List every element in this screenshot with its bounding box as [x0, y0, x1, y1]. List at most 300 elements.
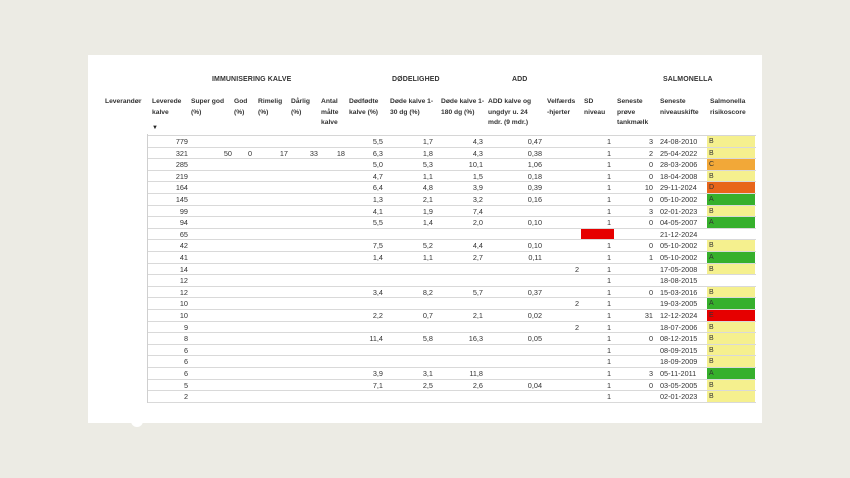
- cell-dode-1-30: [383, 229, 433, 240]
- cell-seneste-prove: [611, 345, 653, 356]
- cell-seneste-niveauskifte: 02-01-2023: [660, 206, 698, 216]
- cell-god: [232, 217, 252, 228]
- cell-darlig: [288, 252, 318, 263]
- salmonella-score-badge: [707, 229, 755, 240]
- cell-dode-1-180: 2,7: [472, 253, 483, 262]
- cell-leverede-kalve: 94: [179, 218, 188, 228]
- cell-dodfodte: 6,3: [372, 148, 383, 158]
- cell-leverede-kalve: 6: [183, 357, 188, 367]
- cell-darlig: [288, 229, 318, 240]
- cell-dodfodte: [345, 229, 383, 240]
- salmonella-score-badge: C: [707, 159, 755, 170]
- col-header-dode-1-180[interactable]: Døde kalve 1-180 dg (%): [441, 98, 485, 116]
- table-row[interactable]: [147, 182, 756, 194]
- cell-add-kalve: 1,06: [527, 160, 542, 170]
- cell-super-god: [188, 391, 232, 402]
- salmonella-score-badge: B: [707, 240, 755, 251]
- cell-seneste-niveauskifte: 18-08-2015: [660, 276, 698, 286]
- cell-god: [232, 159, 252, 170]
- cell-dodfodte: [345, 345, 383, 356]
- cell-antal-malte: [318, 275, 345, 286]
- sd-niveau-red-flag: [581, 229, 614, 240]
- col-header-rimelig[interactable]: Rimelig (%): [258, 98, 283, 116]
- cell-darlig: 33: [309, 148, 318, 158]
- cell-sd-niveau: 1: [606, 380, 611, 390]
- cell-god: [232, 380, 252, 391]
- cell-velfaerd: [542, 380, 579, 391]
- cell-darlig: [288, 159, 318, 170]
- cell-leverede-kalve: 12: [179, 276, 188, 286]
- col-header-sd-niveau[interactable]: SD niveau: [584, 98, 606, 116]
- table-row[interactable]: [147, 391, 756, 403]
- cell-seneste-prove: 0: [648, 241, 653, 251]
- cell-god: [232, 287, 252, 298]
- cell-dode-1-180: [433, 322, 483, 333]
- cell-rimelig: [252, 206, 288, 217]
- cell-rimelig: [252, 391, 288, 402]
- cell-darlig: [288, 287, 318, 298]
- cell-dodfodte: [345, 298, 383, 309]
- cell-dodfodte: 4,7: [372, 171, 383, 181]
- cell-god: 0: [247, 148, 252, 158]
- cell-velfaerd: [542, 159, 579, 170]
- cell-antal-malte: [318, 298, 345, 309]
- cell-sd-niveau: 1: [606, 322, 611, 332]
- cell-antal-malte: [318, 380, 345, 391]
- salmonella-score-badge: E: [707, 310, 755, 321]
- col-header-add-kalve[interactable]: ADD kalve og ungdyr u. 24 mdr. (9 mdr.): [488, 98, 532, 126]
- cell-rimelig: [252, 264, 288, 275]
- cell-super-god: 50: [223, 148, 232, 158]
- cell-antal-malte: [318, 240, 345, 251]
- salmonella-score-badge: B: [707, 356, 755, 367]
- cell-velfaerd: [542, 206, 579, 217]
- table-row[interactable]: [147, 206, 756, 218]
- salmonella-score-badge: B: [707, 345, 755, 356]
- col-header-dodfodte[interactable]: Dødfødte kalve (%): [349, 98, 379, 116]
- cell-seneste-prove: [611, 356, 653, 367]
- cell-rimelig: [252, 240, 288, 251]
- table-row[interactable]: [147, 275, 756, 287]
- cell-super-god: [188, 171, 232, 182]
- salmonella-score-badge: B: [707, 264, 755, 275]
- cell-super-god: [188, 194, 232, 205]
- cell-dodfodte: 5,5: [372, 218, 383, 228]
- cell-antal-malte: [318, 159, 345, 170]
- cell-velfaerd: [542, 356, 579, 367]
- cell-dode-1-30: [383, 298, 433, 309]
- cell-add-kalve: [483, 356, 542, 367]
- cell-dode-1-30: 1,1: [422, 253, 433, 262]
- cell-seneste-niveauskifte: 29-11-2024: [660, 183, 697, 193]
- cell-god: [232, 252, 252, 263]
- cell-add-kalve: 0,47: [527, 137, 542, 146]
- cell-seneste-prove: 0: [648, 380, 653, 390]
- cell-darlig: [288, 194, 318, 205]
- cell-dodfodte: [345, 391, 383, 402]
- table-row[interactable]: [147, 136, 756, 148]
- salmonella-score-badge: A: [707, 368, 755, 379]
- cell-super-god: [188, 322, 232, 333]
- col-header-leverandor[interactable]: Leverandør: [105, 98, 142, 105]
- cell-dode-1-30: 1,4: [422, 218, 433, 228]
- col-header-seneste-niveauskifte[interactable]: Seneste niveauskifte: [660, 98, 699, 116]
- cell-super-god: [188, 380, 232, 391]
- table-row[interactable]: [147, 171, 756, 183]
- cell-dode-1-30: 0,7: [422, 311, 433, 320]
- cell-leverede-kalve: 2: [183, 392, 188, 402]
- cell-rimelig: [252, 252, 288, 263]
- cell-seneste-niveauskifte: 05-10-2002: [660, 241, 698, 251]
- table-row[interactable]: [147, 240, 756, 252]
- col-header-leverede-kalve[interactable]: Leverede kalve: [152, 98, 182, 116]
- cell-super-god: [188, 287, 232, 298]
- cell-leverede-kalve: 8: [183, 334, 188, 344]
- cell-add-kalve: [483, 229, 542, 240]
- cell-dode-1-180: 2,6: [472, 380, 483, 390]
- cell-leverede-kalve: 219: [175, 171, 188, 181]
- table-row[interactable]: [147, 345, 756, 357]
- cell-dodfodte: 3,4: [372, 287, 383, 297]
- cell-dode-1-180: [433, 264, 483, 275]
- table-row[interactable]: [147, 217, 756, 229]
- cell-seneste-prove: [611, 264, 653, 275]
- cell-velfaerd: [542, 194, 579, 205]
- cell-velfaerd: [542, 229, 579, 240]
- table-row[interactable]: [147, 333, 756, 345]
- cell-leverede-kalve: 6: [183, 345, 188, 355]
- cell-rimelig: [252, 380, 288, 391]
- cell-dode-1-30: [383, 264, 433, 275]
- cell-dodfodte: 6,4: [372, 183, 383, 193]
- cell-god: [232, 345, 252, 356]
- salmonella-score-badge: A: [707, 217, 755, 228]
- cell-god: [232, 368, 252, 379]
- cell-antal-malte: [318, 217, 345, 228]
- cell-seneste-niveauskifte: 12-12-2024: [660, 311, 698, 320]
- col-header-antal-malte[interactable]: Antal målte kalve: [321, 98, 339, 126]
- cell-dodfodte: 5,5: [372, 137, 383, 146]
- cell-leverede-kalve: 42: [179, 241, 188, 251]
- table-row[interactable]: [147, 252, 756, 264]
- cell-darlig: [288, 310, 318, 321]
- cell-sd-niveau: 1: [606, 334, 611, 344]
- cell-leverede-kalve: 41: [179, 253, 188, 262]
- cell-rimelig: [252, 356, 288, 367]
- cell-seneste-niveauskifte: 08-12-2015: [660, 334, 698, 344]
- cell-antal-malte: [318, 345, 345, 356]
- cell-seneste-niveauskifte: 18-09-2009: [660, 357, 698, 367]
- cell-antal-malte: [318, 194, 345, 205]
- cell-seneste-prove: [611, 322, 653, 333]
- cell-leverede-kalve: 6: [183, 369, 188, 378]
- cell-dodfodte: [345, 356, 383, 367]
- table-row[interactable]: [147, 368, 756, 380]
- group-header-immunisering: IMMUNISERING KALVE: [212, 76, 292, 83]
- cell-darlig: [288, 298, 318, 309]
- table-row[interactable]: [147, 148, 756, 160]
- cell-sd-niveau: 1: [606, 160, 611, 170]
- cell-seneste-niveauskifte: 08-09-2015: [660, 345, 698, 355]
- cell-dode-1-180: 4,4: [472, 241, 483, 251]
- table-row[interactable]: [147, 287, 756, 299]
- cell-super-god: [188, 310, 232, 321]
- cell-dode-1-30: 5,2: [422, 241, 433, 251]
- cell-add-kalve: 0,39: [527, 183, 542, 193]
- cell-velfaerd: [542, 136, 579, 147]
- cell-dodfodte: 5,0: [372, 160, 383, 170]
- col-header-velfaerd[interactable]: Velfærds -hjerter: [547, 98, 576, 116]
- cell-seneste-prove: 0: [648, 287, 653, 297]
- cell-seneste-niveauskifte: 24-08-2010: [660, 137, 698, 146]
- cell-sd-niveau: 1: [606, 369, 611, 378]
- cell-seneste-prove: 2: [648, 148, 653, 158]
- table-row[interactable]: [147, 310, 756, 322]
- cell-sd-niveau: 1: [606, 357, 611, 367]
- cell-antal-malte: [318, 229, 345, 240]
- salmonella-score-badge: B: [707, 171, 755, 182]
- salmonella-score-badge: B: [707, 333, 755, 344]
- cell-seneste-prove: 0: [648, 195, 653, 204]
- cell-dode-1-30: 1,1: [422, 171, 433, 181]
- cell-seneste-prove: 0: [648, 218, 653, 228]
- cell-add-kalve: [483, 322, 542, 333]
- cell-add-kalve: [483, 206, 542, 217]
- cell-super-god: [188, 368, 232, 379]
- cell-add-kalve: 0,05: [527, 334, 542, 344]
- cell-dode-1-180: [433, 345, 483, 356]
- cell-leverede-kalve: 14: [179, 264, 188, 274]
- cell-darlig: [288, 380, 318, 391]
- cell-seneste-niveauskifte: 02-01-2023: [660, 392, 698, 402]
- cell-dode-1-180: 2,1: [472, 311, 483, 320]
- cell-velfaerd: 2: [574, 299, 579, 309]
- cell-add-kalve: 0,38: [527, 148, 542, 158]
- report-card: [88, 55, 762, 423]
- salmonella-score-badge: [707, 275, 755, 286]
- cell-velfaerd: [542, 171, 579, 182]
- cell-rimelig: [252, 310, 288, 321]
- cell-rimelig: [252, 298, 288, 309]
- cell-antal-malte: [318, 356, 345, 367]
- cell-super-god: [188, 333, 232, 344]
- salmonella-score-badge: B: [707, 148, 755, 159]
- cell-antal-malte: [318, 136, 345, 147]
- table-row[interactable]: [147, 322, 756, 334]
- cell-seneste-niveauskifte: 28-03-2006: [660, 160, 698, 170]
- cell-dode-1-30: 5,3: [422, 160, 433, 170]
- table-row[interactable]: [147, 194, 756, 206]
- cell-god: [232, 264, 252, 275]
- cell-super-god: [188, 136, 232, 147]
- cell-dode-1-180: [433, 275, 483, 286]
- salmonella-score-badge: B: [707, 322, 755, 333]
- cell-seneste-niveauskifte: 15-03-2016: [660, 287, 698, 297]
- table-row[interactable]: [147, 229, 756, 241]
- cell-antal-malte: [318, 252, 345, 263]
- cell-god: [232, 240, 252, 251]
- col-header-god[interactable]: God (%): [234, 98, 248, 116]
- cell-leverede-kalve: 12: [179, 287, 188, 297]
- table-row[interactable]: [147, 264, 756, 276]
- cell-velfaerd: [542, 275, 579, 286]
- cell-seneste-prove: 3: [648, 137, 653, 146]
- salmonella-score-badge: B: [707, 391, 755, 402]
- cell-dode-1-180: 11,8: [469, 369, 483, 378]
- col-header-super-god[interactable]: Super god (%): [191, 98, 225, 116]
- cell-add-kalve: 0,02: [527, 311, 542, 320]
- cell-sd-niveau: 1: [606, 241, 611, 251]
- cell-seneste-prove: 10: [644, 183, 653, 193]
- cell-rimelig: [252, 229, 288, 240]
- cell-super-god: [188, 252, 232, 263]
- cell-sd-niveau: 1: [606, 148, 611, 158]
- cell-dodfodte: 7,5: [372, 241, 383, 251]
- cell-super-god: [188, 206, 232, 217]
- cell-super-god: [188, 345, 232, 356]
- cell-antal-malte: [318, 264, 345, 275]
- cell-velfaerd: [542, 287, 579, 298]
- cell-velfaerd: [542, 217, 579, 228]
- cell-sd-niveau: 1: [606, 206, 611, 216]
- cell-sd-niveau: 1: [606, 195, 611, 204]
- cell-leverede-kalve: 779: [175, 137, 188, 146]
- cell-add-kalve: [483, 368, 542, 379]
- table-row[interactable]: [147, 159, 756, 171]
- cell-darlig: [288, 240, 318, 251]
- cell-rimelig: [252, 287, 288, 298]
- cell-darlig: [288, 391, 318, 402]
- cell-velfaerd: [542, 240, 579, 251]
- cell-sd-niveau: 1: [606, 171, 611, 181]
- cell-leverede-kalve: 164: [175, 183, 188, 193]
- cell-antal-malte: [318, 322, 345, 333]
- salmonella-score-badge: B: [707, 380, 755, 391]
- cell-dode-1-180: [433, 229, 483, 240]
- cell-velfaerd: [542, 368, 579, 379]
- cell-darlig: [288, 322, 318, 333]
- cell-sd-niveau: 1: [606, 276, 611, 286]
- cell-leverede-kalve: 10: [179, 299, 188, 309]
- cell-dode-1-180: 1,5: [472, 171, 483, 181]
- cell-super-god: [188, 356, 232, 367]
- cell-dode-1-180: 7,4: [472, 206, 483, 216]
- cell-seneste-prove: 0: [648, 171, 653, 181]
- card-tab: [131, 419, 143, 427]
- cell-dode-1-30: [383, 275, 433, 286]
- cell-seneste-niveauskifte: 17-05-2008: [660, 264, 698, 274]
- cell-antal-malte: [318, 287, 345, 298]
- cell-dodfodte: 4,1: [372, 206, 383, 216]
- table-row[interactable]: [147, 298, 756, 310]
- cell-god: [232, 171, 252, 182]
- cell-rimelig: [252, 333, 288, 344]
- cell-rimelig: [252, 159, 288, 170]
- cell-sd-niveau: 1: [606, 137, 611, 146]
- cell-seneste-niveauskifte: 05-11-2011: [660, 369, 697, 378]
- cell-add-kalve: 0,16: [527, 195, 542, 204]
- col-header-seneste-prove[interactable]: Seneste prøve tankmælk: [617, 98, 649, 126]
- cell-seneste-prove: 0: [648, 160, 653, 170]
- cell-dode-1-180: 4,3: [472, 137, 483, 146]
- cell-god: [232, 275, 252, 286]
- cell-add-kalve: [483, 298, 542, 309]
- sort-desc-icon[interactable]: ▼: [152, 125, 158, 131]
- table-row[interactable]: [147, 356, 756, 368]
- cell-velfaerd: [542, 148, 579, 159]
- cell-seneste-prove: [611, 391, 653, 402]
- cell-super-god: [188, 229, 232, 240]
- cell-seneste-niveauskifte: 18-07-2006: [660, 322, 698, 332]
- col-header-salmonella-risiko[interactable]: Salmonella risikoscore: [710, 98, 746, 116]
- cell-god: [232, 356, 252, 367]
- cell-add-kalve: 0,37: [527, 287, 542, 297]
- cell-seneste-prove: [611, 298, 653, 309]
- col-header-dode-1-30[interactable]: Døde kalve 1-30 dg (%): [390, 98, 434, 116]
- cell-antal-malte: [318, 368, 345, 379]
- cell-super-god: [188, 264, 232, 275]
- cell-dode-1-30: 1,7: [422, 137, 433, 146]
- cell-god: [232, 194, 252, 205]
- cell-dodfodte: 1,3: [372, 195, 383, 204]
- cell-super-god: [188, 240, 232, 251]
- cell-rimelig: [252, 182, 288, 193]
- cell-darlig: [288, 356, 318, 367]
- cell-add-kalve: 0,04: [527, 380, 542, 390]
- group-header-dodelighed: DØDELIGHED: [392, 76, 440, 83]
- cell-rimelig: [252, 275, 288, 286]
- cell-dode-1-30: [383, 391, 433, 402]
- cell-sd-niveau: 1: [606, 183, 611, 193]
- cell-antal-malte: [318, 182, 345, 193]
- cell-dode-1-30: 2,1: [422, 195, 433, 204]
- cell-rimelig: [252, 322, 288, 333]
- cell-add-kalve: [483, 275, 542, 286]
- cell-dode-1-30: 3,1: [422, 369, 433, 378]
- cell-antal-malte: [318, 206, 345, 217]
- cell-add-kalve: 0,11: [528, 253, 542, 262]
- cell-velfaerd: [542, 345, 579, 356]
- group-header-salmonella: SALMONELLA: [663, 76, 713, 83]
- cell-leverede-kalve: 321: [175, 148, 188, 158]
- cell-add-kalve: [483, 391, 542, 402]
- cell-seneste-prove: 0: [648, 334, 653, 344]
- cell-dodfodte: 2,2: [372, 311, 383, 320]
- cell-dodfodte: 3,9: [372, 369, 383, 378]
- cell-darlig: [288, 368, 318, 379]
- cell-sd-niveau: 1: [606, 311, 611, 320]
- cell-dode-1-180: 16,3: [468, 334, 483, 344]
- cell-god: [232, 310, 252, 321]
- cell-seneste-niveauskifte: 05-10-2002: [660, 253, 698, 262]
- cell-antal-malte: 18: [336, 148, 345, 158]
- cell-antal-malte: [318, 333, 345, 344]
- cell-seneste-prove: [611, 275, 653, 286]
- cell-darlig: [288, 182, 318, 193]
- cell-darlig: [288, 206, 318, 217]
- col-header-darlig[interactable]: Dårlig (%): [291, 98, 310, 116]
- table-row[interactable]: [147, 380, 756, 392]
- cell-add-kalve: [483, 264, 542, 275]
- cell-sd-niveau: 1: [606, 345, 611, 355]
- cell-seneste-niveauskifte: 19-03-2005: [660, 299, 698, 309]
- cell-darlig: [288, 171, 318, 182]
- cell-god: [232, 298, 252, 309]
- cell-seneste-niveauskifte: 05-10-2002: [660, 195, 698, 204]
- cell-dodfodte: 1,4: [372, 253, 383, 262]
- cell-darlig: [288, 345, 318, 356]
- cell-add-kalve: 0,10: [527, 218, 542, 228]
